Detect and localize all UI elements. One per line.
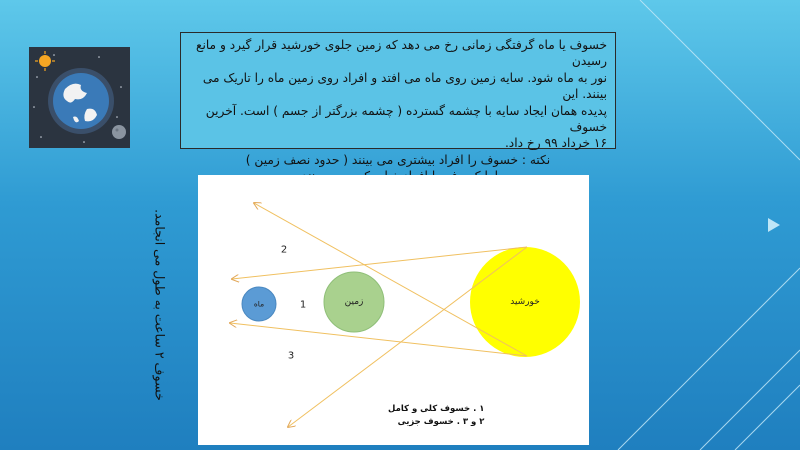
earth-label: زمین [344, 297, 364, 307]
region-label-2: 2 [280, 244, 288, 256]
eclipse-duration-note [150, 210, 170, 400]
earth-space-icon [29, 47, 130, 148]
description-line: ۱۶ خرداد ۹۹ رخ داد. [504, 136, 607, 151]
eclipse-diagram [198, 175, 589, 445]
sun-label: خورشید [510, 297, 540, 307]
diagram-legend [388, 403, 485, 429]
legend-item-total: ۱ . خسوف کلی و کامل [388, 404, 485, 414]
eclipse-duration-text: خسوف ۲ ساعت به طول می انجامد. [152, 209, 168, 401]
note-line: نکته : خسوف را افراد بیشتری می بینند ( حدود نصف زمین ) [245, 152, 551, 167]
region-label-1: 1 [299, 299, 307, 311]
region-label-3: 3 [287, 350, 295, 362]
description-line: پدیده همان ایجاد سایه با چشمه گسترده ( چشمه بزرگتر از جسم ) است. آخرین خسوف [205, 103, 607, 135]
legend-item-partial: ۲ و ۳ . خسوف جزیی [397, 417, 485, 427]
moon-label: ماه [253, 299, 265, 309]
description-line: خسوف یا ماه گرفتگی زمانی رخ می دهد که زمین جلوی خورشید قرار گیرد و مانع رسیدن [195, 38, 607, 69]
description-line: نور به ماه شود. سایه زمین روی ماه می افتد و افراد روی زمین ماه را تاریک می بینند. این [202, 70, 607, 102]
lunar-eclipse-description [180, 32, 616, 167]
